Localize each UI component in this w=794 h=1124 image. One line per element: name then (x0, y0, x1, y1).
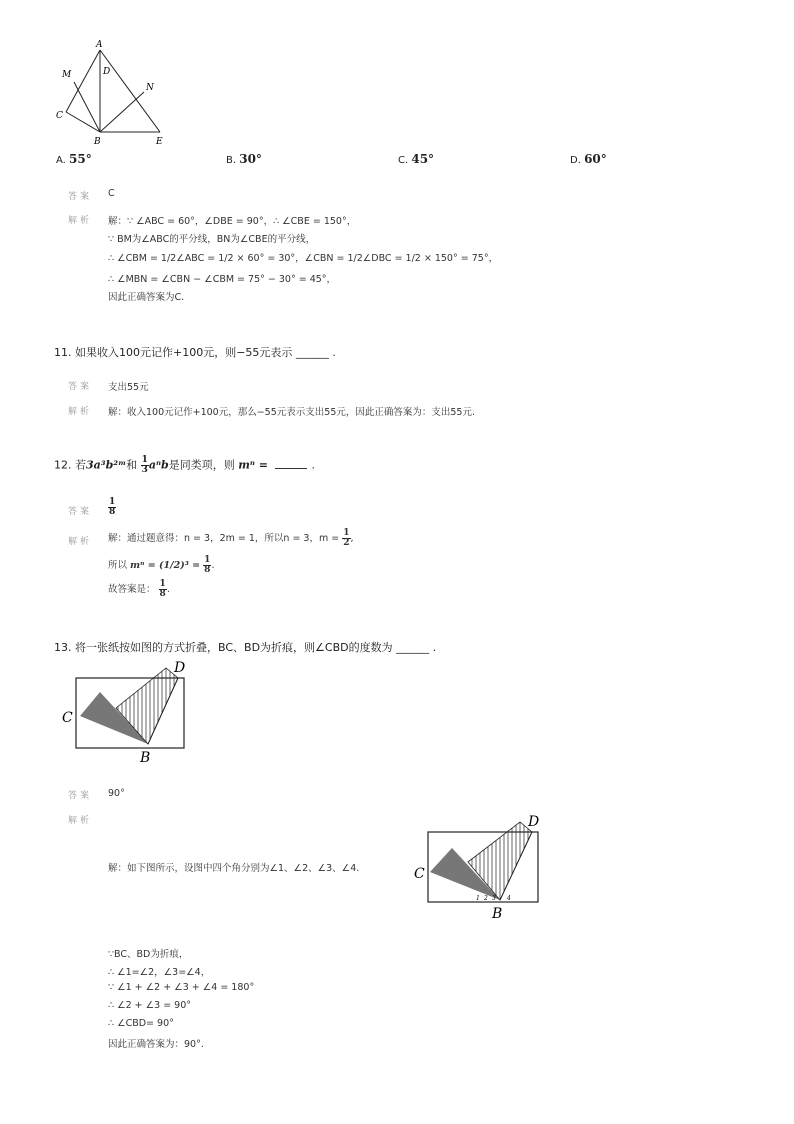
q12-question-pre: 12. 若 (54, 458, 86, 472)
q10-answer: C (108, 188, 115, 199)
q10-option-c-value: 45° (411, 152, 435, 166)
q12-analysis-line-2-mid: mⁿ = (1/2)³ = (130, 560, 201, 571)
q13-fig2-angle-4: 4 (507, 895, 511, 902)
q12-analysis-line-3: 故答案是： $\frac{1}{8}$ . (108, 579, 170, 599)
q12-question-post: 是同类项，则 (168, 458, 235, 472)
q10-option-a[interactable] (56, 152, 92, 166)
q10-point-c: C (56, 111, 63, 121)
q10-analysis-line-2: ∵ BM为∠ABC的平分线，BN为∠CBE的平分线， (108, 234, 316, 245)
q12-term-1: 3a³b²ᵐ (86, 458, 127, 472)
q12-eighth-den: 8 (204, 565, 211, 575)
q10-point-b: B (94, 137, 101, 147)
q13-analysis-line-1: ∵BC、BD为折痕， (108, 949, 189, 960)
q13-analysis-line-6: 因此正确答案为：90°. (108, 1039, 204, 1050)
q13-fig2-point-b: B (492, 906, 503, 922)
q12-eighth-num: 1 (204, 555, 211, 565)
q10-option-c-letter: C. (398, 155, 409, 166)
q10-option-b[interactable] (226, 152, 262, 166)
q12-answer-blank (275, 458, 307, 469)
q12-analysis-line-2: 所以 mⁿ = (1/2)³ = $\frac{1}{8}$ . (108, 555, 215, 575)
q13-point-c: C (62, 710, 73, 726)
q11-analysis: 解：收入100元记作+100元，那么−55元表示支出55元，因此正确答案为：支出55元. (108, 407, 475, 418)
q12-frac-denominator: 3 (141, 465, 148, 475)
q13-point-b: B (140, 750, 151, 766)
q12-answer-numerator: 1 (109, 497, 116, 507)
q10-option-a-value: 55° (69, 152, 92, 166)
q11-analysis-label: 解析 (68, 407, 93, 417)
q13-analysis-line-2: ∴ ∠1=∠2，∠3=∠4， (108, 967, 211, 978)
q12-expression: mⁿ = (238, 458, 268, 472)
q10-option-d-value: 60° (584, 152, 607, 166)
q12-analysis-line-3-text: 故答案是： (108, 584, 156, 595)
q13-fig2-angle-3: 3 (492, 895, 496, 902)
q12-question (54, 456, 315, 475)
q10-answer-label: 答案 (68, 192, 93, 202)
q13-analysis-line-5: ∴ ∠CBD= 90° (108, 1018, 174, 1029)
q10-analysis-label: 解析 (68, 216, 93, 226)
q13-analysis-label: 解析 (68, 816, 93, 826)
q13-fig2-point-d: D (528, 814, 540, 830)
q12-final-den: 8 (159, 589, 166, 599)
q10-option-c[interactable] (398, 152, 434, 166)
q12-frac-numerator: 1 (141, 455, 148, 465)
q11-answer: 支出55元 (108, 382, 149, 393)
q13-fig2-point-c: C (414, 866, 425, 882)
q12-answer-label: 答案 (68, 507, 93, 517)
q10-point-n: N (146, 83, 154, 93)
q11-answer-label: 答案 (68, 382, 93, 392)
q12-fraction-third (141, 456, 149, 475)
q10-option-d-letter: D. (570, 155, 581, 166)
q12-and: 和 (126, 458, 138, 472)
q12-term-2: aⁿb (148, 458, 169, 472)
q10-point-m: M (62, 70, 72, 80)
q10-option-b-value: 30° (239, 152, 262, 166)
q10-analysis-line-5: 因此正确答案为C. (108, 292, 185, 303)
q10-analysis-line-3: ∴ ∠CBM = 1/2∠ABC = 1/2 × 60° = 30°，∠CBN = 1/2∠DBC = 1/2 × 150° = 75°， (108, 253, 499, 264)
q13-answer-label: 答案 (68, 791, 93, 801)
q13-fig2-angle-2: 2 (484, 895, 488, 902)
q13-analysis-line-3: ∵ ∠1 + ∠2 + ∠3 + ∠4 = 180° (108, 982, 255, 993)
q13-analysis-line-4: ∴ ∠2 + ∠3 = 90° (108, 1000, 192, 1011)
q13-question: 13. 将一张纸按如图的方式折叠，BC、BD为折痕，则∠CBD的度数为 ______ . (54, 641, 437, 654)
q12-analysis-label: 解析 (68, 537, 93, 547)
q12-analysis-line-1-text: 解：通过题意得：n = 3，2m = 1，所以n = 3，m = (108, 533, 340, 544)
q13-answer: 90° (108, 788, 125, 799)
q10-analysis-line-4: ∴ ∠MBN = ∠CBN − ∠CBM = 75° − 30° = 45°， (108, 274, 337, 285)
q13-analysis-figure (410, 812, 550, 924)
q12-analysis-line-2-pre: 所以 (108, 560, 128, 571)
q10-analysis-line-1: 解：∵ ∠ABC = 60°，∠DBE = 90°，∴ ∠CBE = 150°， (108, 216, 357, 227)
q10-option-a-letter: A. (56, 155, 66, 166)
q12-answer-denominator: 8 (109, 507, 116, 517)
q13-figure (60, 656, 190, 768)
q12-half-den: 2 (343, 538, 350, 548)
q10-point-e: E (156, 137, 163, 147)
q13-analysis-intro: 解：如下图所示，设图中四个角分别为∠1、∠2、∠3、∠4. (108, 863, 360, 874)
q13-point-d: D (174, 660, 186, 676)
q12-half-num: 1 (343, 528, 350, 538)
q12-period: . (311, 458, 315, 472)
q10-point-a: A (96, 40, 103, 50)
q13-fig2-angle-1: 1 (476, 895, 480, 902)
q10-option-d[interactable] (570, 152, 607, 166)
q10-option-b-letter: B. (226, 155, 237, 166)
q11-question: 11. 如果收入100元记作+100元，则−55元表示 ______ . (54, 346, 336, 359)
q12-answer (108, 497, 116, 517)
q10-figure (52, 36, 172, 148)
q10-point-d: D (103, 67, 111, 77)
q12-analysis-line-1: 解：通过题意得：n = 3，2m = 1，所以n = 3，m = $\frac{1}{2}$ , (108, 528, 354, 548)
q12-final-num: 1 (159, 579, 166, 589)
